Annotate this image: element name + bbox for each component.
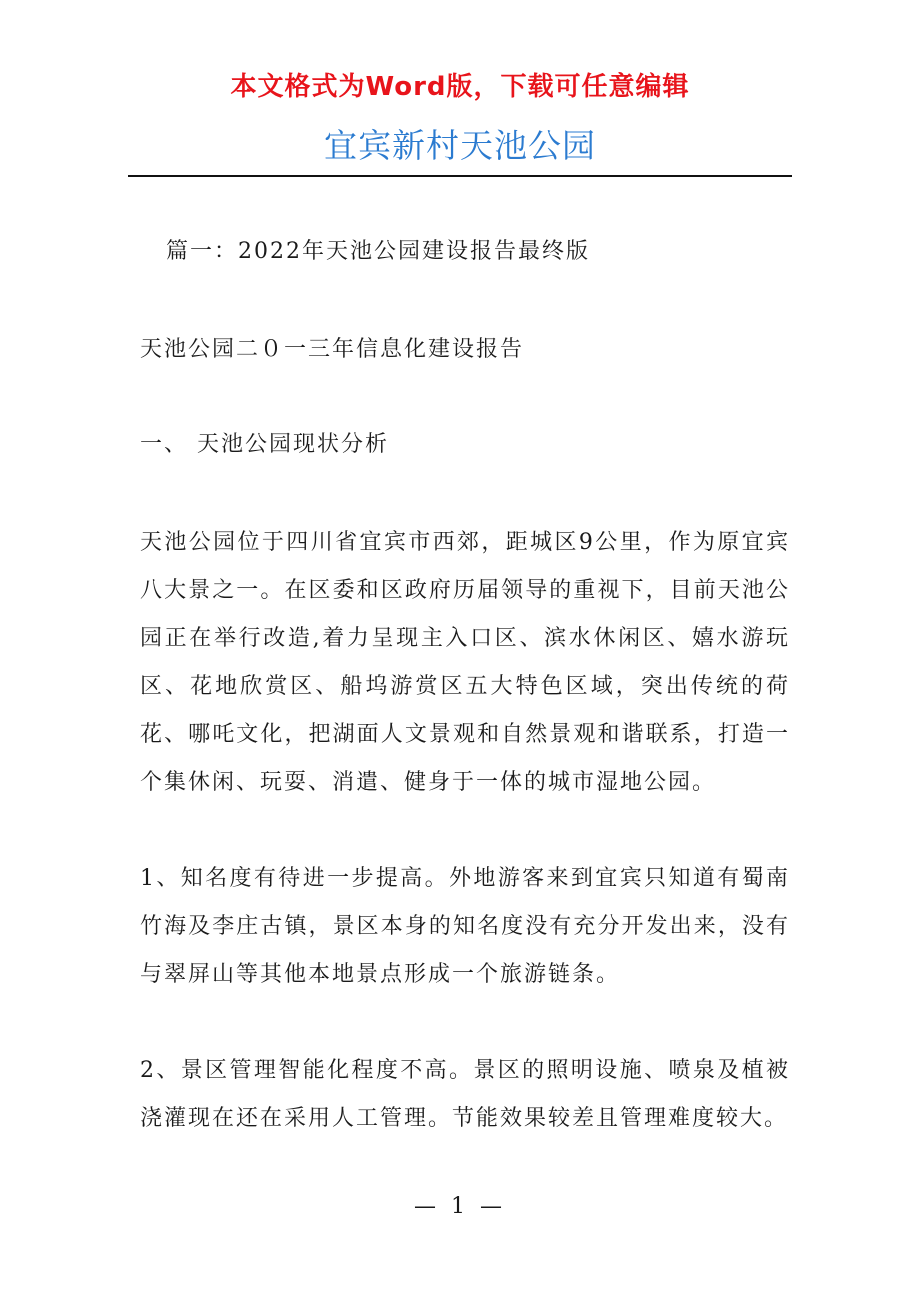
body-paragraph: 天池公园位于四川省宜宾市西郊，距城区9公里，作为原宜宾八大景之一。在区委和区政府历届领导的重视下，目前天池公园正在举行改造,着力呈现主入口区、滨水休闲区、嬉水游玩区、花地欣赏区、船坞游赏区五大特色区域，突出传统的荷花、哪吒文化，把湖面人文景观和自然景观和谐联系，打造一个集休闲、玩耍、消遣、健身于一体的城市湿地公园。 (140, 530, 790, 795)
section-heading: 一、 天池公园现状分析 (140, 432, 389, 457)
word-format-banner: 本文格式为Word版，下载可任意编辑 (230, 72, 690, 102)
report-subtitle: 天池公园二０一三年信息化建设报告 (140, 337, 525, 362)
document-title: 宜宾新村天池公园 (324, 126, 596, 165)
body-paragraph: 2、景区管理智能化程度不高。景区的照明设施、喷泉及植被浇灌现在还在采用人工管理。节能效果较差且管理难度较大。 (140, 1058, 790, 1131)
title-divider (128, 175, 792, 177)
report-heading: 篇一：2022年天池公园建设报告最终版 (166, 239, 590, 264)
page-number: — 1 — (414, 1194, 506, 1219)
body-paragraph: 1、知名度有待进一步提高。外地游客来到宜宾只知道有蜀南竹海及李庄古镇，景区本身的知名度没有充分开发出来，没有与翠屏山等其他本地景点形成一个旅游链条。 (140, 866, 790, 987)
